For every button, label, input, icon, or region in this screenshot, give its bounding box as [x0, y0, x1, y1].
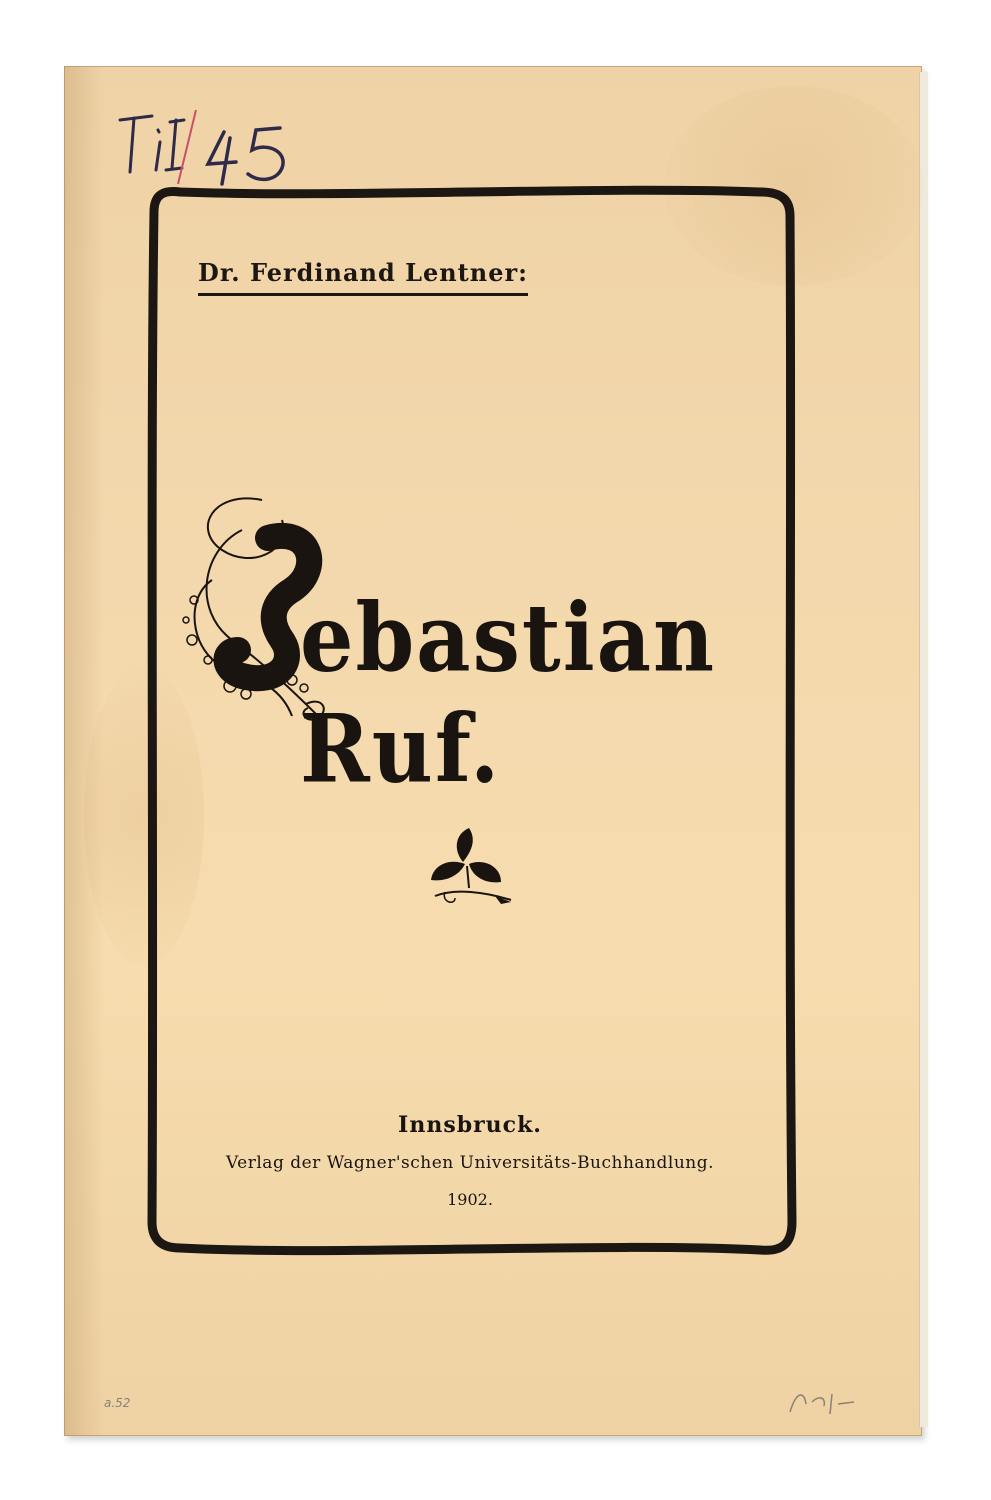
leaf-ornament-icon — [425, 822, 517, 914]
handwritten-shelfmark — [112, 102, 322, 192]
pencil-note: a.52 — [104, 1396, 131, 1410]
page-edges — [919, 72, 928, 1427]
imprint-year: 1902. — [447, 1190, 493, 1209]
author-line: Dr. Ferdinand Lentner: — [198, 258, 528, 296]
pencil-scribble — [782, 1382, 862, 1422]
imprint-publisher: Verlag der Wagner'schen Universitäts-Buchhandlung. — [225, 1153, 715, 1173]
imprint-place: Innsbruck. — [398, 1112, 542, 1138]
title-rest: ebastian Ruf. — [300, 582, 717, 804]
book-title — [300, 582, 772, 804]
title-block — [172, 490, 772, 804]
